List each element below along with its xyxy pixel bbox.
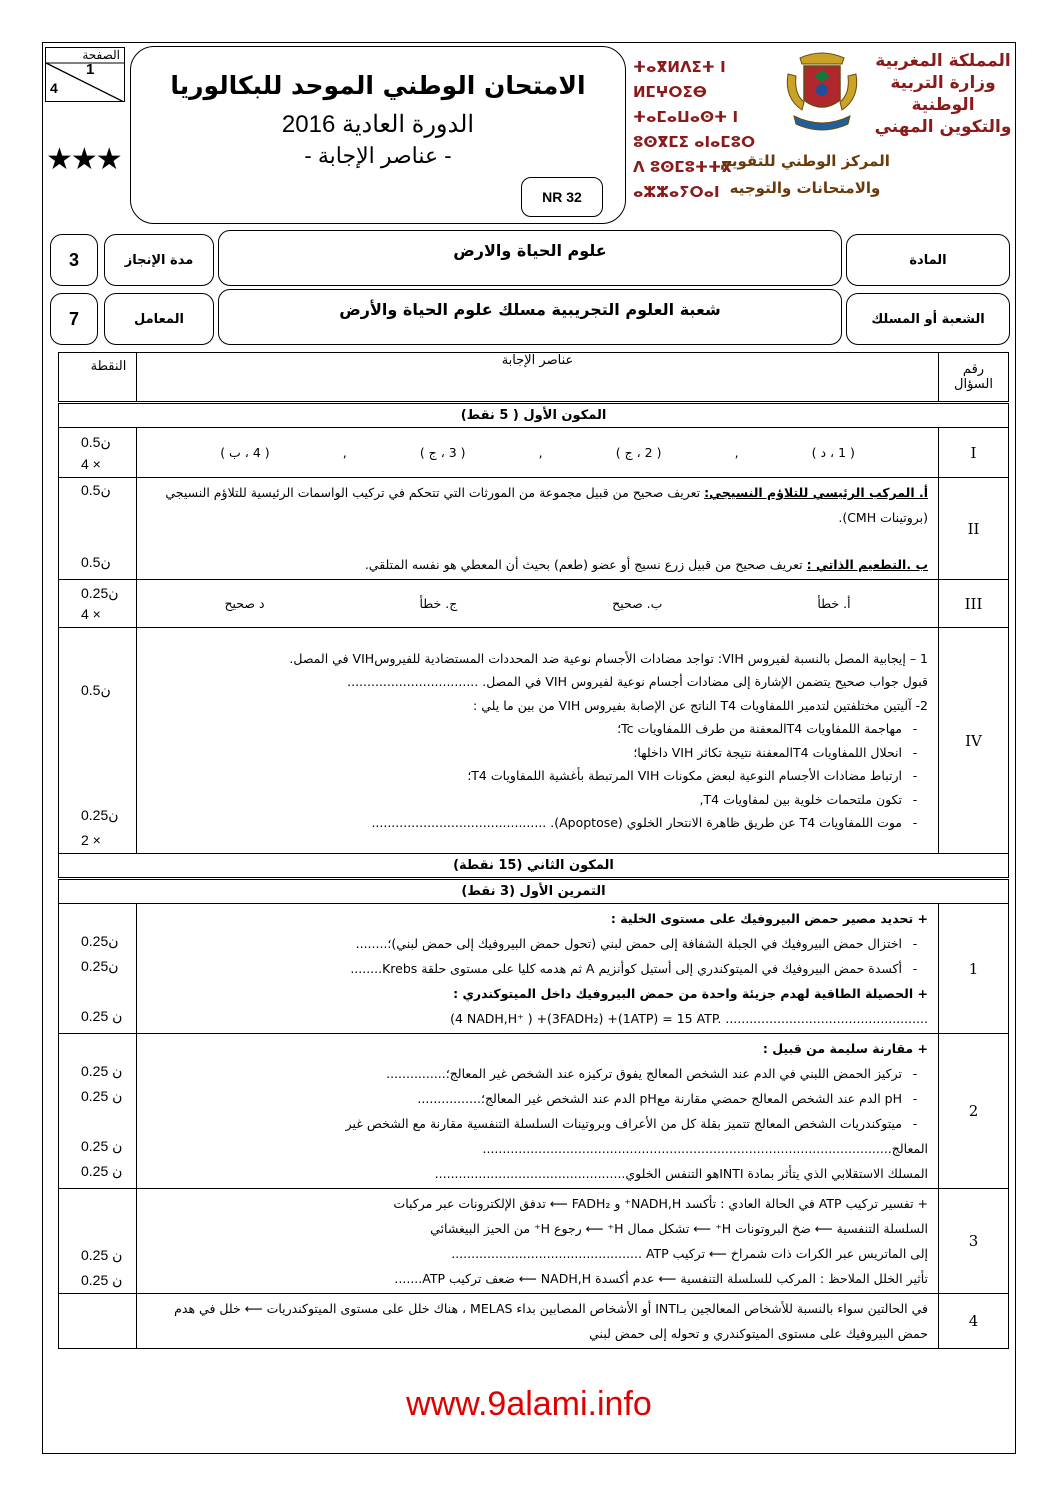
- question-number: I: [939, 428, 1009, 478]
- question-number: IV: [939, 628, 1009, 854]
- list-item-text: تكون ملتحمات خلوية بين لمفاويات T4,: [699, 791, 902, 807]
- table-row: [59, 904, 1009, 1034]
- list-item: -pH الدم عند الشخص المعالج حمضي مقارنة معpH الدم عند الشخص غير المعالج؛................: [417, 1091, 918, 1106]
- points-value: 0.5ن: [81, 682, 111, 698]
- question-number: II: [939, 478, 1009, 580]
- answer-list: [147, 591, 928, 616]
- ministry-line: وزارة التربية الوطنية: [890, 73, 996, 115]
- list-item-text: أكسدة حمض البيروفيك في الميتوكندري إلى أستيل كوأنزيم A ثم هدمه كليا على مستوى حلقة Krebs........: [350, 961, 902, 976]
- coefficient-value: 7: [50, 293, 98, 345]
- points-value: 0.25 ن: [81, 1063, 123, 1079]
- answer-item: ( 1 ، د ): [811, 445, 855, 460]
- tifinagh-line: ⵜⴰⵎⴰⵡⴰⵙⵜ ⵏ ⵓⵙⴳⵎⵉ ⴰⵏⴰⵎⵓⵔ: [633, 108, 756, 151]
- table-row: [59, 478, 1009, 580]
- points-multiplier: 4 ×: [81, 455, 101, 472]
- page-total: 4: [50, 80, 58, 96]
- answer-item: ( 3 ، ج ): [419, 445, 466, 460]
- answer-heading: + تحديد مصير حمض البيروفيك على مستوى الخلية :: [610, 911, 928, 926]
- list-item-text: مهاجمة اللمفاويات T4المعفنة من طرف اللمفاويات Tc؛: [617, 721, 902, 736]
- tifinagh-line: ⵜⴰⴳⵍⴷⵉⵜ ⵏ ⵍⵎⵖⵔⵉⴱ: [633, 58, 726, 101]
- spacer: [81, 503, 136, 550]
- answer-item: أ. خطأ: [817, 596, 851, 611]
- answer-text: المسلك الاستقلابي الذي يتأثر بمادة INTIهو التنفس الخلوي................................................: [434, 1166, 928, 1181]
- points-multiplier: 4 ×: [81, 605, 101, 622]
- points-cell: [59, 904, 137, 1034]
- list-item: -تكون ملتحمات خلوية بين لمفاويات T4,: [699, 791, 918, 807]
- list-item: -أكسدة حمض البيروفيك في الميتوكندري إلى أستيل كوأنزيم A ثم هدمه كليا على مستوى حلقة Krebs........: [350, 961, 918, 976]
- duration-value: 3: [50, 234, 98, 286]
- table-row: [59, 580, 1009, 628]
- part-two-title: المكون الثاني (15 نقطة): [59, 854, 1009, 879]
- points-value: 0.25ن: [81, 933, 119, 949]
- header-line: رقم: [962, 362, 985, 377]
- points-value: 0.25ن: [81, 958, 119, 974]
- answer-list: [147, 440, 928, 465]
- list-item: -مهاجمة اللمفاويات T4المعفنة من طرف اللمفاويات Tc؛: [617, 721, 918, 736]
- points-cell: [59, 428, 137, 478]
- answer-cell: [137, 1034, 939, 1189]
- separator: ,: [734, 445, 739, 460]
- answer-item: ( 2 ، ج ): [615, 445, 662, 460]
- answer-text: إلى الماتريس عبر الكرات ذات شمراخ ⟵ تركيب ATP ................................................: [451, 1246, 928, 1261]
- answers-table: [58, 352, 1009, 1349]
- points-cell: [59, 1294, 137, 1349]
- list-item: -موت اللمفاويات T4 عن طريق ظاهرة الانتحار الخلوي (Apoptose). ............................................: [371, 815, 918, 830]
- spacer: [81, 1109, 136, 1134]
- difficulty-stars: ★★★: [46, 142, 121, 177]
- answer-text: 1 – إيجابية المصل بالنسبة لفيروس VIH: تواجد مضادات الأجسام نوعية ضد المحددات المستضادية للفيروسVIH في المصل.: [289, 650, 928, 666]
- part-one-title: المكون الأول ( 5 نقط): [59, 403, 1009, 428]
- list-item-text: ارتباط مضادات الأجسام النوعية لبعض مكونات VIH المرتبطة بأغشية اللمفاويات T4؛: [467, 768, 902, 783]
- answer-text: في الحالتين سواء بالنسبة للأشخاص المعالجين بـINTI أو الأشخاص المصابين بداء MELAS ، هناك خلل على مستوى الميتوكندريات ⟵ خلل في هدم حمض البيروفيك على مستوى الميتوكندري و تحوله إلى حمض لبني: [174, 1301, 928, 1341]
- answer-cell: [137, 628, 939, 854]
- title-box: [130, 46, 626, 224]
- evaluation-center-name: [700, 148, 910, 202]
- points-value: 0.25 ن: [81, 1088, 123, 1104]
- ministry-line: المملكة المغربية: [875, 51, 1011, 71]
- branch-label: الشعبة أو المسلك: [846, 293, 1010, 345]
- list-item: -اختزال حمض البيروفيك في الجبلة الشفافة إلى حمض لبني (تحول حمض البيروفيك إلى حمض لبني)؛........: [355, 936, 918, 951]
- answer-item: د صحيح: [224, 596, 265, 611]
- answer-text: تأثير الخلل الملاحظ : المركب للسلسلة التنفسية ⟵ عدم أكسدة NADH,H ⟵ ضعف تركيب ATP.......: [394, 1271, 928, 1286]
- session-title: الدورة العادية 2016: [281, 111, 475, 138]
- answer-cell: [137, 478, 939, 580]
- section-row: [59, 854, 1009, 879]
- question-number-header: [939, 353, 1009, 403]
- exam-code: NR 32: [521, 177, 603, 217]
- spacer: [81, 904, 136, 929]
- elements-header: عناصر الإجابة: [137, 353, 939, 403]
- spacer: [81, 979, 136, 1004]
- points-value: 0.25ن: [81, 807, 119, 823]
- branch-value: شعبة العلوم التجريبية مسلك علوم الحياة والأرض: [218, 289, 842, 345]
- tifinagh-line: ⴷ ⵓⵙⵎⵓⵜⵜⴳ ⴰⵣⵣⴰⵢⵔⴰⵏ: [633, 158, 733, 201]
- points-cell: [59, 628, 137, 854]
- section-row: [59, 403, 1009, 428]
- coefficient-label: المعامل: [104, 293, 214, 345]
- section-row: [59, 879, 1009, 904]
- points-cell: [59, 1034, 137, 1189]
- answer-item: ج. خطأ: [419, 596, 458, 611]
- subject-label: المادة: [846, 234, 1010, 286]
- points-value: 0.5ن: [81, 554, 111, 570]
- points-value: 0.5ن: [81, 482, 111, 498]
- list-item-text: ميتوكندريات الشخص المعالج تتميز بقلة كل من الأعراف وبروتينات السلسلة التنفسية مقارنة مع الشخص غير المعالج.......................................................................................................: [345, 1116, 928, 1156]
- center-line: والامتحانات والتوجيه: [729, 179, 881, 197]
- list-item: -انحلال اللمفاويات T4المعفنة نتيجة تكاثر VIH داخلها؛: [633, 744, 918, 760]
- list-item-text: اختزال حمض البيروفيك في الجبلة الشفافة إلى حمض لبني (تحول حمض البيروفيك إلى حمض لبني)؛........: [355, 936, 902, 951]
- header-line: السؤال: [954, 377, 993, 392]
- points-value: 0.25ن: [81, 584, 119, 601]
- points-cell: [59, 580, 137, 628]
- energy-formula: (4 NADH,H⁺ ) +(3FADH₂) +(1ATP) = 15 ATP. ...................................................: [450, 1011, 928, 1026]
- points-value: 0.25 ن: [81, 1272, 123, 1288]
- ministry-line: والتكوين المهني: [874, 117, 1012, 137]
- separator: ,: [342, 445, 347, 460]
- question-number: III: [939, 580, 1009, 628]
- answer-heading: + الحصيلة الطاقية لهدم جزيئة واحدة من حمض البيروفيك داخل الميتوكندري :: [453, 986, 928, 1001]
- answer-text: تعريف صحيح من قبيل زرع نسيج أو عضو (طعم) بحيث أن المعطي هو نفسه المتلقي.: [364, 557, 807, 572]
- question-number: 1: [939, 904, 1009, 1034]
- table-row: [59, 1034, 1009, 1189]
- answer-text: + تفسير تركيب ATP في الحالة العادي : تأكسد NADH,H⁺ و FADH₂ ⟵ تدفق الإلكترونات عبر مركبات: [393, 1196, 928, 1211]
- answer-text: 2- آليتين مختلفتين لتدمير اللمفاويات T4 الناتج عن الإصابة بفيروس VIH من بين ما يلي :: [473, 697, 928, 713]
- list-item-text: موت اللمفاويات T4 عن طريق ظاهرة الانتحار الخلوي (Apoptose). ............................................: [371, 815, 902, 830]
- table-header-row: [59, 353, 1009, 403]
- answer-heading: + مقارنة سليمة من قبيل :: [762, 1041, 928, 1056]
- list-item-text: pH الدم عند الشخص المعالج حمضي مقارنة معpH الدم عند الشخص غير المعالج؛................: [417, 1091, 902, 1106]
- separator: ,: [538, 445, 543, 460]
- page-label: الصفحة: [82, 48, 120, 62]
- center-line: المركز الوطني للتقويم: [720, 152, 890, 170]
- spacer: [147, 530, 928, 552]
- points-header: النقطة: [59, 353, 137, 403]
- points-multiplier: 2 ×: [81, 832, 101, 848]
- website-link[interactable]: www.9alami.info: [406, 1385, 652, 1423]
- answer-item: ( 4 ، ب ): [220, 445, 270, 460]
- answer-elements-title: - عناصر الإجابة -: [304, 143, 452, 168]
- question-number: 3: [939, 1189, 1009, 1294]
- answer-text: قبول جواب صحيح يتضمن الإشارة إلى مضادات أجسام نوعية لفيروس VIH في المصل. .................................: [347, 674, 928, 689]
- answer-item: ب. صحيح: [612, 596, 663, 611]
- ministry-name: [868, 50, 1018, 138]
- points-cell: [59, 478, 137, 580]
- exam-title: الامتحان الوطني الموحد للبكالوريا: [170, 71, 586, 100]
- exercise-one-title: التمرين الأول (3 نقط): [59, 879, 1009, 904]
- points-value: 0.25 ن: [81, 1008, 123, 1024]
- list-item: -ميتوكندريات الشخص المعالج تتميز بقلة كل من الأعراف وبروتينات السلسلة التنفسية مقارنة مع الشخص غير المعالج.......................................................................................................: [345, 1116, 928, 1156]
- coat-of-arms-icon: [780, 48, 864, 140]
- table-row: [59, 1189, 1009, 1294]
- points-value: 0.25 ن: [81, 1163, 123, 1179]
- question-number: 2: [939, 1034, 1009, 1189]
- table-row: [59, 428, 1009, 478]
- answer-cell: [137, 1294, 939, 1349]
- list-item: -تركيز الحمض اللبني في الدم عند الشخص المعالج يفوق تركيزه عند الشخص غير المعالج؛...............: [386, 1066, 918, 1081]
- page-number-box: [45, 47, 125, 102]
- subject-value: علوم الحياة والارض: [218, 230, 842, 286]
- spacer: [81, 1034, 136, 1059]
- duration-label: مدة الإنجاز: [104, 234, 214, 286]
- spacer: [81, 628, 136, 678]
- answer-a: [147, 480, 928, 530]
- answer-label: أ. المركب الرئيسي للتلاؤم النسيجي:: [704, 485, 928, 500]
- answer-text: السلسلة التنفسية ⟵ ضخ البروتونات H⁺ ⟵ تشكل ممال H⁺ ⟵ رجوع H⁺ من الحيز البيغشائي: [430, 1221, 928, 1236]
- answer-cell: [137, 904, 939, 1034]
- answer-cell: [137, 580, 939, 628]
- table-row: [59, 1294, 1009, 1349]
- spacer: [81, 703, 136, 803]
- page-number: 1: [86, 61, 95, 78]
- points-cell: [59, 1189, 137, 1294]
- answer-b: [147, 552, 928, 577]
- table-row: [59, 628, 1009, 854]
- question-number: 4: [939, 1294, 1009, 1349]
- answer-cell: [137, 1189, 939, 1294]
- answer-text: تعريف صحيح من قبيل مجموعة من المورثات التي تتحكم في تركيب الواسمات الرئيسية للتلاؤم النسيجي (بروتينات CMH).: [165, 485, 928, 525]
- list-item: -ارتباط مضادات الأجسام النوعية لبعض مكونات VIH المرتبطة بأغشية اللمفاويات T4؛: [467, 768, 918, 783]
- answer-cell: [137, 428, 939, 478]
- list-item-text: تركيز الحمض اللبني في الدم عند الشخص المعالج يفوق تركيزه عند الشخص غير المعالج؛...............: [386, 1066, 902, 1081]
- answer-label: ب .التطعيم الذاتي :: [806, 557, 928, 572]
- list-item-text: انحلال اللمفاويات T4المعفنة نتيجة تكاثر VIH داخلها؛: [633, 744, 902, 760]
- points-value: 0.25 ن: [81, 1138, 123, 1154]
- points-value: 0.25 ن: [81, 1247, 123, 1263]
- points-value: 0.5ن: [81, 433, 111, 450]
